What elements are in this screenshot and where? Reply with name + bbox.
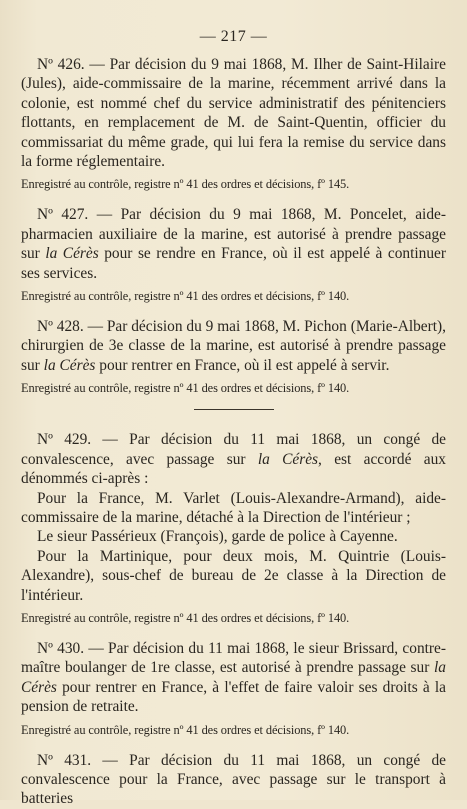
decision-text (21, 639, 446, 717)
beneficiary-item: Pour la France, M. Varlet (Louis-Alexandre-Armand), aide-commissaire de la marine, détaché à la Direction de l'intérieur ; (21, 489, 446, 526)
decision-text: Nº 431. — Par décision du 11 mai 1868, un congé de convalescence pour la France, avec passage sur le transport à batteries (21, 751, 446, 808)
decision-text-start: Nº 427. — Par décision du 9 mai 1868, M. Poncelet, aide-pharmacien auxiliaire de la marine, est autorisé à prendre passage sur (21, 206, 446, 263)
registration-line: Enregistré au contrôle, registre nº 41 des ordres et décisions, fº 145. (21, 177, 350, 192)
decision-text (21, 205, 446, 283)
decision-426 (21, 55, 446, 192)
decision-text (21, 430, 446, 488)
registration-line: Enregistré au contrôle, registre nº 41 des ordres et décisions, fº 140. (21, 289, 350, 304)
decision-text-end: pour rentrer en France, où il est appelé à servir. (95, 356, 390, 374)
decision-427 (21, 205, 446, 304)
decision-text-start: Nº 429. — Par décision du 11 mai 1868, un congé de convalescence, avec passage sur (21, 431, 446, 468)
ship-name: la Cérès (21, 659, 446, 696)
decision-429 (21, 430, 446, 626)
decision-431 (21, 751, 446, 809)
decision-text (21, 317, 446, 375)
decision-text-end: pour se rendre en France, où il est appelé à continuer ses services. (21, 245, 446, 282)
ship-name: la Cérès (45, 245, 99, 263)
decision-text: Nº 426. — Par décision du 9 mai 1868, M. Ilher de Saint-Hilaire (Jules), aide-commissaire de la marine, récemment arrivé dans la colonie, est nommé chef du service administratif des pénitenciers flottants, en remplacement de M. de Saint-Quentin, officier du commissariat du même grade, qui lui fera la remise du service dans la forme réglementaire. (21, 56, 446, 171)
ship-name: la Cérès (257, 450, 319, 468)
decision-428 (21, 317, 446, 396)
beneficiary-item: Le sieur Passérieux (François), garde de police à Cayenne. (37, 528, 398, 546)
registration-line: Enregistré au contrôle, registre nº 41 des ordres et décisions, fº 140. (21, 722, 350, 737)
decision-text-end: pour rentrer en France, à l'effet de faire valoir ses droits à la pension de retraite. (21, 678, 446, 716)
ship-name: la Cérès (43, 356, 96, 374)
beneficiary-item: Pour la Martinique, pour deux mois, M. Quintrie (Louis-Alexandre), sous-chef de bureau de 2e classe à la Direction de l'intérieur. (21, 547, 446, 604)
document-body (21, 55, 446, 809)
registration-line: Enregistré au contrôle, registre nº 41 des ordres et décisions, fº 140. (21, 381, 350, 396)
decision-text-end: , est accordé aux dénommés ci-après : (21, 450, 446, 488)
registration-line: Enregistré au contrôle, registre nº 41 des ordres et décisions, fº 140. (21, 610, 350, 625)
section-divider (194, 409, 274, 410)
page-number: — 217 — (199, 28, 268, 45)
decision-text-start: Nº 428. — Par décision du 9 mai 1868, M. Pichon (Marie-Albert), chirurgien de 3e classe de la marine, est autorisé à prendre passage sur (21, 318, 446, 374)
decision-text-start: Nº 430. — Par décision du 11 mai 1868, le sieur Brissard, contre-maître boulanger de 1re classe, est autorisé à prendre passage sur (21, 639, 446, 677)
decision-430 (21, 639, 446, 738)
